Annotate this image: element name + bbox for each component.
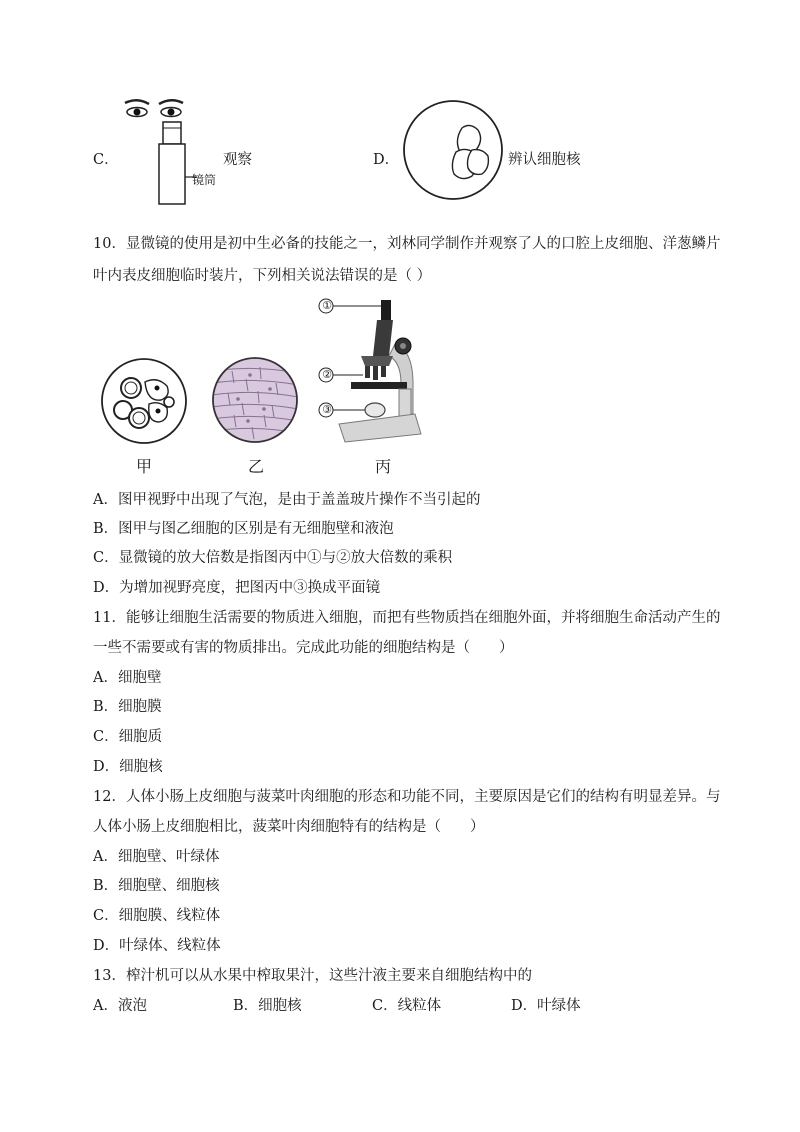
q11-stem-line1: 11．能够让细胞生活需要的物质进入细胞，而把有些物质挡在细胞外面，并将细胞生命活动产生的	[93, 610, 721, 626]
q9-option-c-letter: C．	[93, 152, 119, 168]
q13-stem: 13．榨汁机可以从水果中榨取果汁，这些汁液主要来自细胞结构中的	[93, 968, 532, 984]
q10-option-c: C．显微镜的放大倍数是指图丙中①与②放大倍数的乘积	[93, 550, 453, 566]
q13-option-b: B．细胞核	[233, 998, 302, 1014]
q12-option-a: A．细胞壁、叶绿体	[93, 849, 220, 865]
q10-stem-line1: 10．显微镜的使用是初中生必备的技能之一，刘林同学制作并观察了人的口腔上皮细胞、洋葱鳞片	[93, 236, 721, 252]
q13-option-d: D．叶绿体	[511, 998, 581, 1014]
q12-option-c: C．细胞膜、线粒体	[93, 908, 221, 924]
q9-tube-label: 镜筒	[192, 173, 217, 187]
q13-option-a: A．液泡	[93, 998, 147, 1014]
q12-stem-line2: 人体小肠上皮细胞相比，菠菜叶肉细胞特有的结构是（ ）	[93, 819, 485, 835]
callout-2-label: ②	[322, 368, 332, 381]
q11-option-d: D．细胞核	[93, 759, 163, 775]
figure-yi-onion-epidermis-cells	[212, 357, 298, 443]
q11-option-c: C．细胞质	[93, 729, 163, 745]
q11-option-b: B．细胞膜	[93, 699, 162, 715]
q10-option-a: A．图甲视野中出现了气泡，是由于盖盖玻片操作不当引起的	[93, 492, 481, 508]
figure-jia-oral-cells-with-bubbles	[101, 358, 187, 444]
q13-option-c: C．线粒体	[372, 998, 442, 1014]
callout-1-label: ①	[322, 299, 332, 312]
q11-option-a: A．细胞壁	[93, 670, 162, 686]
eye-and-microscope-tube-illustration	[115, 95, 235, 210]
microscope-field-cells-illustration	[398, 100, 508, 200]
callout-3-label: ③	[322, 403, 332, 416]
figure-label-bing: 丙	[375, 457, 392, 476]
q11-stem-line2: 一些不需要或有害的物质排出。完成此功能的细胞结构是（ ）	[93, 640, 514, 656]
figure-label-yi: 乙	[248, 457, 265, 476]
q9-option-c-caption: 观察	[223, 152, 252, 168]
q9-option-d-letter: D．	[373, 152, 400, 168]
q12-option-b: B．细胞壁、细胞核	[93, 878, 220, 894]
q12-stem-line1: 12．人体小肠上皮细胞与菠菜叶肉细胞的形态和功能不同，主要原因是它们的结构有明显差异。与	[93, 789, 721, 805]
q10-option-b: B．图甲与图乙细胞的区别是有无细胞壁和液泡	[93, 521, 394, 537]
q9-option-d-caption: 辨认细胞核	[508, 152, 581, 168]
q10-option-d: D．为增加视野亮度，把图丙中③换成平面镜	[93, 580, 381, 596]
q12-option-d: D．叶绿体、线粒体	[93, 938, 221, 954]
q10-stem-line2: 叶内表皮细胞临时装片，下列相关说法错误的是（ ）	[93, 268, 432, 284]
figure-label-jia: 甲	[136, 457, 153, 476]
